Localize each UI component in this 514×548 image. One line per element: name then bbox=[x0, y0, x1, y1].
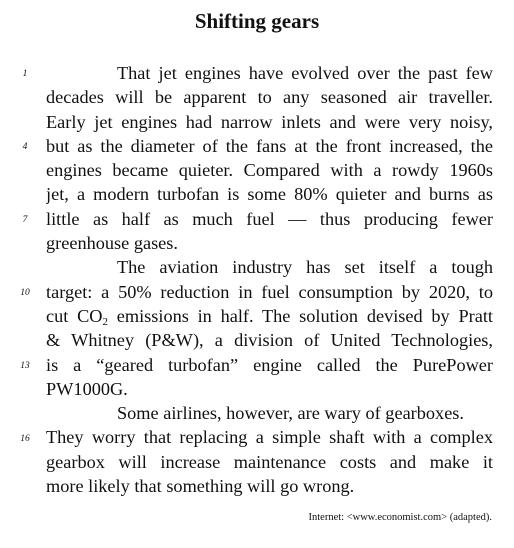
text-line: The aviation industry has set itself a tough bbox=[117, 257, 493, 278]
co2-subscript: 2 bbox=[102, 315, 108, 328]
source-citation: Internet: <www.economist.com> (adapted). bbox=[308, 512, 492, 523]
text-line: little as half as much fuel — thus producing fewer bbox=[46, 208, 493, 229]
line-number-4: 4 bbox=[22, 142, 28, 152]
line-number-16: 16 bbox=[20, 434, 30, 444]
co2-text: cut CO bbox=[46, 305, 103, 326]
text-line: decades will be apparent to any seasoned air traveller. bbox=[46, 87, 493, 108]
text-line: is a “geared turbofan” engine called the PurePower bbox=[46, 354, 493, 375]
line-number-13: 13 bbox=[20, 361, 30, 371]
line-number-7: 7 bbox=[22, 215, 28, 225]
line-number-1: 1 bbox=[22, 69, 28, 79]
text-line: Some airlines, however, are wary of gearboxes. bbox=[117, 403, 464, 424]
text-line: jet, a modern turbofan is some 80% quieter and burns as bbox=[46, 184, 493, 205]
text-line: Early jet engines had narrow inlets and were very noisy, bbox=[46, 111, 493, 132]
text-line: gearbox will increase maintenance costs and make it bbox=[46, 451, 493, 472]
text-line: PW1000G. bbox=[46, 378, 128, 399]
text-line-co2 bbox=[46, 304, 493, 328]
line-number-10: 10 bbox=[20, 288, 30, 298]
text-line: target: a 50% reduction in fuel consumption by 2020, to bbox=[46, 281, 493, 302]
text-line: & Whitney (P&W), a division of United Technologies, bbox=[46, 330, 493, 351]
text-line: greenhouse gases. bbox=[46, 233, 178, 254]
co2-continuation: emissions in half. The solution devised by Pratt bbox=[107, 305, 493, 326]
article-body bbox=[46, 61, 493, 498]
text-line: but as the diameter of the fans at the front increased, the bbox=[46, 135, 493, 156]
text-line: They worry that replacing a simple shaft with a complex bbox=[46, 427, 493, 448]
article-title: Shifting gears bbox=[194, 9, 320, 33]
text-line: engines became quieter. Compared with a rowdy 1960s bbox=[46, 160, 493, 181]
text-line: That jet engines have evolved over the past few bbox=[117, 63, 493, 83]
text-line: more likely that something will go wrong. bbox=[46, 476, 355, 497]
